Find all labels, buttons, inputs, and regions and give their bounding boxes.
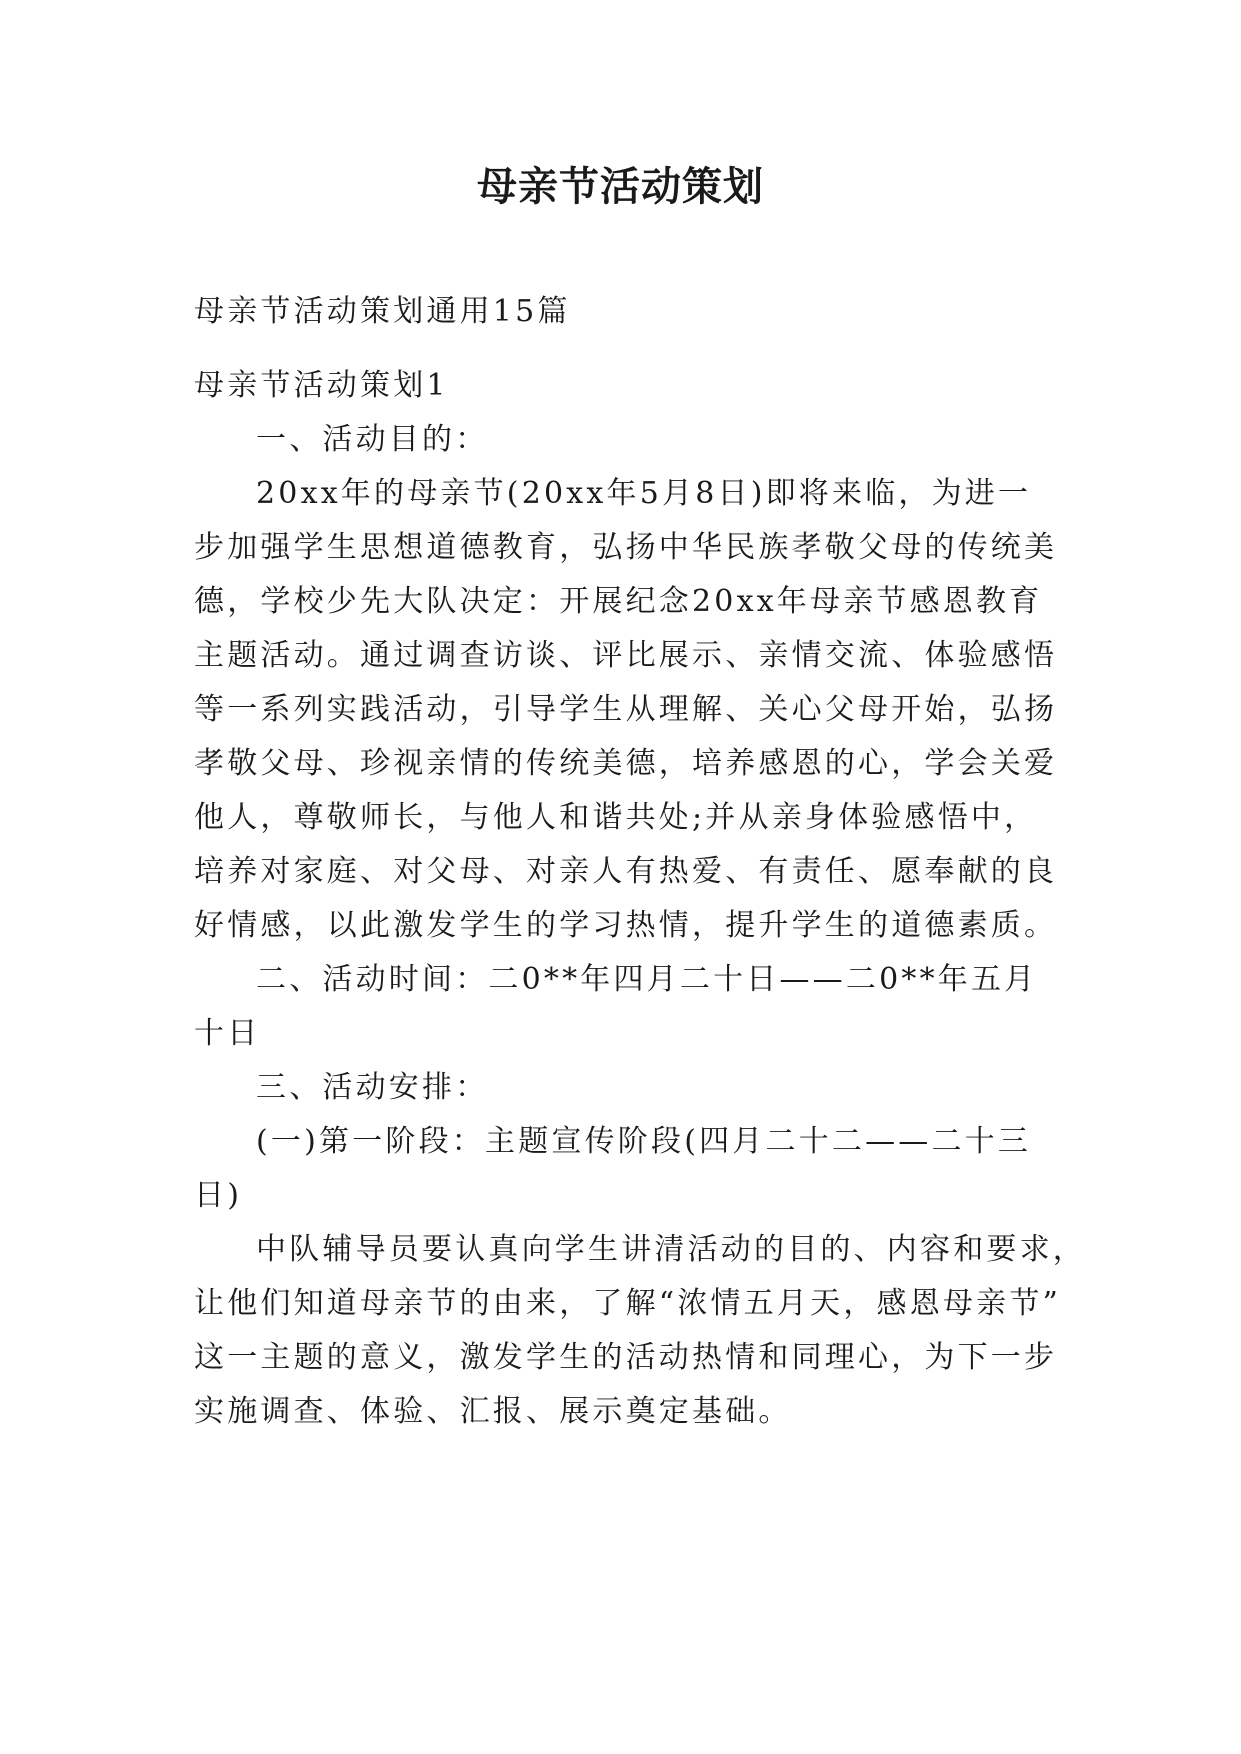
paragraph-line: 培养对家庭、对父母、对亲人有热爱、有责任、愿奉献的良: [194, 854, 1058, 889]
paragraph-line: 这一主题的意义，激发学生的活动热情和同理心，为下一步: [194, 1340, 1058, 1375]
document-subtitle: 母亲节活动策划通用15篇: [194, 294, 571, 329]
paragraph-line: 主题活动。通过调查访谈、评比展示、亲情交流、体验感悟: [194, 638, 1058, 673]
paragraph-line: 他人，尊敬师长，与他人和谐共处;并从亲身体验感悟中，: [194, 800, 1038, 835]
paragraph-line: 中队辅导员要认真向学生讲清活动的目的、内容和要求，: [256, 1232, 1086, 1267]
paragraph-line: 好情感，以此激发学生的学习热情，提升学生的道德素质。: [194, 908, 1058, 943]
section-heading: 母亲节活动策划1: [194, 368, 449, 403]
paragraph-line: 实施调查、体验、汇报、展示奠定基础。: [194, 1394, 792, 1429]
paragraph-line: 德，学校少先大队决定：开展纪念20xx年母亲节感恩教育: [194, 584, 1043, 619]
paragraph-line: 20xx年的母亲节(20xx年5月8日)即将来临，为进一: [256, 476, 1032, 511]
document-title: 母亲节活动策划: [477, 163, 764, 210]
paragraph-line: 等一系列实践活动，引导学生从理解、关心父母开始，弘扬: [194, 692, 1058, 727]
heading-time: 二、活动时间：二0**年四月二十日——二0**年五月: [256, 962, 1038, 997]
heading-stage-one: (一)第一阶段：主题宣传阶段(四月二十二——二十三: [256, 1124, 1032, 1159]
heading-arrangement: 三、活动安排：: [256, 1070, 489, 1105]
paragraph-line: 让他们知道母亲节的由来，了解“浓情五月天，感恩母亲节”: [194, 1286, 1062, 1321]
heading-purpose: 一、活动目的：: [256, 422, 489, 457]
paragraph-line: 日): [194, 1178, 243, 1213]
paragraph-line: 十日: [194, 1016, 261, 1051]
paragraph-line: 步加强学生思想道德教育，弘扬中华民族孝敬父母的传统美: [194, 530, 1058, 565]
paragraph-line: 孝敬父母、珍视亲情的传统美德，培养感恩的心，学会关爱: [194, 746, 1058, 781]
